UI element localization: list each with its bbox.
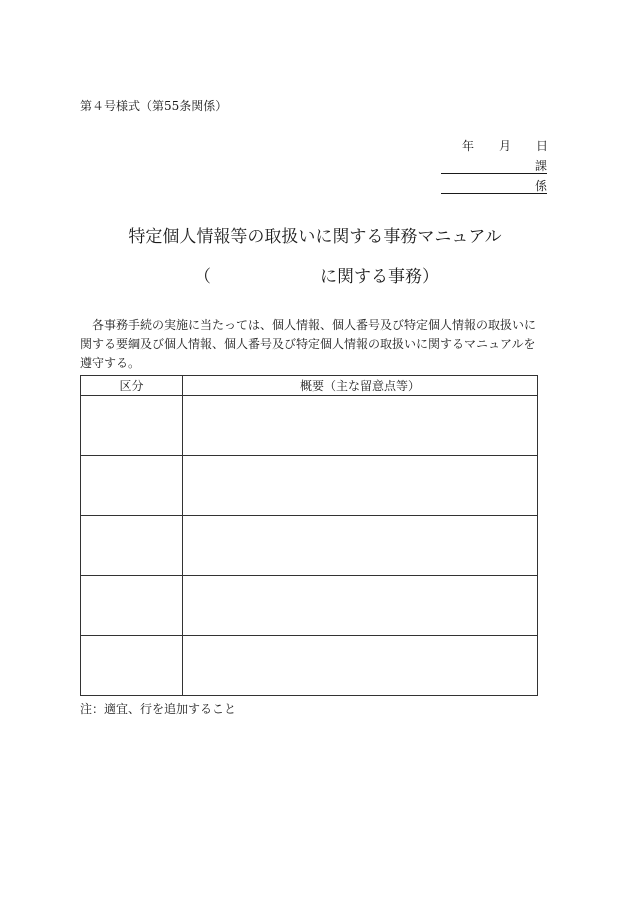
summary-cell[interactable] [183, 396, 538, 456]
category-cell[interactable] [81, 576, 183, 636]
section-label: 課 [534, 159, 547, 173]
summary-cell[interactable] [183, 576, 538, 636]
subtitle-open-paren: （ [194, 267, 211, 287]
section-line [441, 157, 547, 174]
table-row [81, 576, 538, 636]
date-month: 月 [498, 139, 511, 153]
table-header-row [81, 376, 538, 396]
table-row [81, 456, 538, 516]
category-cell[interactable] [81, 456, 183, 516]
subtitle-rest: に関する事務） [320, 267, 439, 287]
summary-cell[interactable] [183, 516, 538, 576]
subsection-line [441, 177, 547, 194]
date-row [462, 137, 548, 154]
intro-paragraph: 各事務手続の実施に当たっては、個人情報、個人番号及び特定個人情報の取扱いに関する要綱及び個人情報、個人番号及び特定個人情報の取扱いに関するマニュアルを遵守する。 [80, 318, 537, 370]
form-number: 第４号様式（第55条関係） [80, 99, 228, 113]
manual-table [80, 375, 538, 696]
header-category: 区分 [81, 376, 183, 396]
date-day: 日 [535, 139, 548, 153]
table-row [81, 396, 538, 456]
summary-cell[interactable] [183, 636, 538, 696]
category-cell[interactable] [81, 636, 183, 696]
category-cell[interactable] [81, 516, 183, 576]
subsection-label: 係 [534, 179, 547, 193]
summary-cell[interactable] [183, 456, 538, 516]
table-row [81, 636, 538, 696]
header-summary: 概要（主な留意点等） [183, 376, 538, 396]
date-year: 年 [462, 139, 475, 153]
footnote: 注：適宜、行を追加すること [80, 702, 237, 716]
category-cell[interactable] [81, 396, 183, 456]
document-subtitle [194, 262, 454, 286]
document-title: 特定個人情報等の取扱いに関する事務マニュアル [128, 227, 502, 247]
table-row [81, 516, 538, 576]
